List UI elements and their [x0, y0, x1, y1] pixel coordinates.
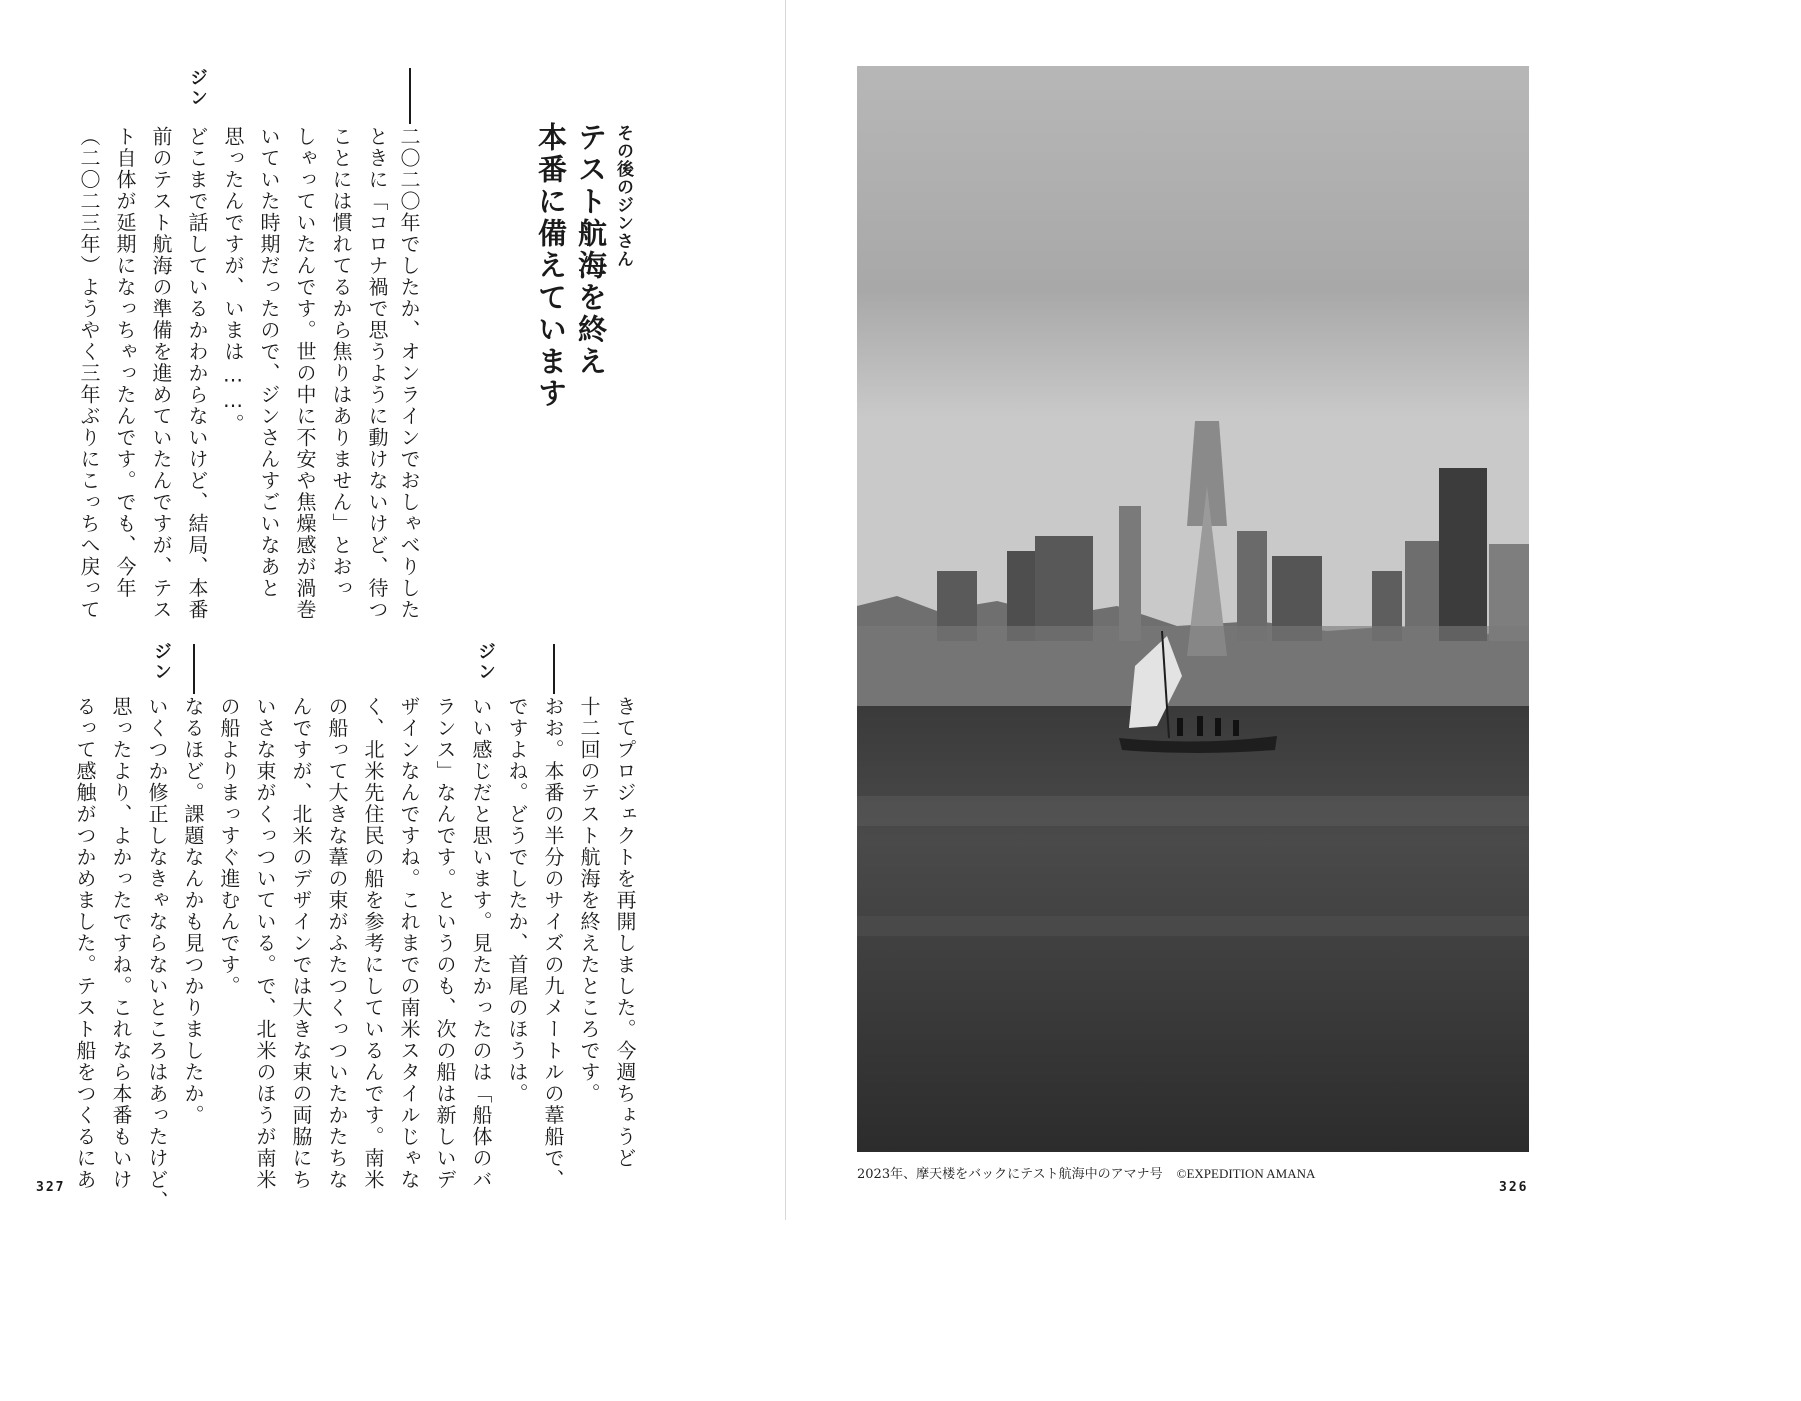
- interviewer-line: ことには慣れてるから焦りはありません」とおっ: [329, 126, 353, 599]
- speaker-line: ザインなんですね。これまでの南米スタイルじゃな: [397, 696, 421, 1191]
- speaker-line: いくつか修正しなきゃならないところはあったけど、: [145, 696, 169, 1212]
- speaker-line: （二〇二三年）ようやく三年ぶりにこっちへ戻って: [77, 126, 101, 621]
- photo-caption: [857, 1163, 1315, 1182]
- interviewer-line: ですよね。どうでしたか、首尾のほうは。: [505, 696, 529, 1105]
- page-number: 326: [1499, 1180, 1529, 1195]
- interviewer-line: 二〇二〇年でしたか、オンラインでおしゃべりした: [397, 126, 421, 621]
- speaker-line: く、北米先住民の船を参考にしているんです。南米: [361, 696, 385, 1191]
- interviewer-line: いていた時期だったので、ジンさんすごいなあと: [257, 126, 281, 599]
- heading-line-2: 本番に備えています: [534, 122, 568, 410]
- speaker-line: いさな束がくっついている。で、北米のほうが南米: [253, 696, 277, 1191]
- photo-credit: ©EXPEDITION AMANA: [1176, 1166, 1316, 1181]
- interviewer-dash: [553, 644, 555, 694]
- interviewer-line: しゃっていたんです。世の中に不安や焦燥感が渦巻: [293, 126, 317, 621]
- interviewer-dash: [409, 68, 411, 124]
- speaker-label: ジン: [151, 642, 172, 682]
- left-page: [0, 0, 786, 1220]
- speaker-line: ランス」なんです。というのも、次の船は新しいデ: [433, 696, 457, 1191]
- interviewer-line: おお。本番の半分のサイズの九メートルの葦船で、: [541, 696, 565, 1191]
- speaker-label: ジン: [187, 68, 208, 108]
- speaker-line: るって感触がつかめました。テスト船をつくるにあ: [73, 696, 97, 1191]
- speaker-line: 思ったより、よかったですね。これなら本番もいけ: [109, 696, 133, 1191]
- speaker-line: の船よりまっすぐ進むんです。: [217, 696, 241, 997]
- right-page: [786, 0, 1568, 1220]
- photo: [857, 66, 1529, 1152]
- continued-line: 十二回のテスト航海を終えたところです。: [577, 696, 601, 1105]
- subheading: その後のジンさん: [613, 124, 633, 268]
- interviewer-line: ときに「コロナ禍で思うように動けないけど、待つ: [365, 126, 389, 621]
- speaker-line: の船って大きな葦の束がふたつくっついたかたちな: [325, 696, 349, 1191]
- interviewer-dash: [193, 644, 195, 694]
- speaker-line: どこまで話しているかわからないけど、結局、本番: [185, 126, 209, 621]
- interviewer-line: なるほど。課題なんかも見つかりましたか。: [181, 696, 205, 1126]
- speaker-label: ジン: [475, 642, 496, 682]
- page-number: 327: [36, 1180, 66, 1195]
- continued-line: きてプロジェクトを再開しました。今週ちょうど: [613, 696, 637, 1169]
- caption-text: 2023年、摩天楼をバックにテスト航海中のアマナ号: [857, 1167, 1163, 1182]
- interviewer-line: 思ったんですが、いまは……。: [221, 126, 245, 435]
- speaker-line: いい感じだと思います。見たかったのは「船体のバ: [469, 696, 493, 1191]
- speaker-line: んですが、北米のデザインでは大きな束の両脇にち: [289, 696, 313, 1191]
- speaker-line: 前のテスト航海の準備を進めていたんですが、テス: [149, 126, 173, 621]
- speaker-line: ト自体が延期になっちゃったんです。でも、今年: [113, 126, 137, 599]
- heading-line-1: テスト航海を終え: [574, 122, 608, 378]
- skyline-sailboat-photo: [857, 66, 1529, 1152]
